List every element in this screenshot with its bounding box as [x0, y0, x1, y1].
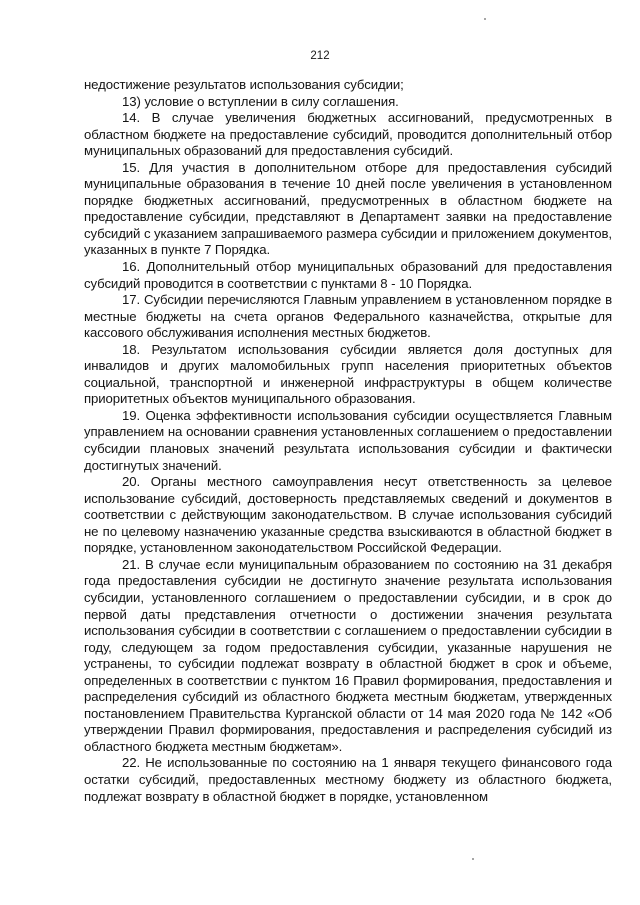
paragraph-item-22: 22. Не использованные по состоянию на 1 января текущего финансового года остатки субсидий, предоставленных местному бюджету из областного бюджета, подлежат возврату в областной бюджет в порядке, установленном [84, 755, 612, 804]
page-number: 212 [310, 50, 330, 62]
paragraph-item-17: 17. Субсидии перечисляются Главным управлением в установленном порядке в местные бюджеты на счета органов Федерального казначейства, открытые для кассового обслуживания исполнения местных бюджетов. [84, 292, 612, 341]
paragraph-item-18: 18. Результатом использования субсидии является доля доступных для инвалидов и других маломобильных групп населения приоритетных объектов социальной, транспортной и инженерной инфраструктуры в общем количестве приоритетных объектов муниципального образования. [84, 341, 612, 407]
paragraph-item-21: 21. В случае если муниципальным образованием по состоянию на 31 декабря года предоставления субсидии не достигнуто значение результата использования субсидии, установленного соглашением о предоставлении субсидии, и в срок до первой даты представления отчетности о достижении значения результата использования субсидии в соответствии с соглашением о предоставлении субсидии в году, следующем за годом предоставления субсидии, указанные нарушения не устранены, то субсидии подлежат возврату в областной бюджет в срок и объеме, определенных в соответствии с пунктом 16 Правил формирования, предоставления и распределения субсидий из областного бюджета местным бюджетам, утвержденных постановлением Правительства Курганской области от 14 мая 2020 года № 142 «Об утверждении Правил формирования, предоставления и распределения субсидий из областного бюджета местным бюджетам». [84, 556, 612, 754]
paragraph-item-16: 16. Дополнительный отбор муниципальных образований для предоставления субсидий проводится в соответствии с пунктами 8 - 10 Порядка. [84, 259, 612, 291]
paragraph-item-19: 19. Оценка эффективности использования субсидии осуществляется Главным управлением на основании сравнения установленных соглашением о предоставлении субсидии плановых значений результата использования субсидии и фактически достигнутых значений. [84, 407, 612, 473]
paragraph-continuation: недостижение результатов использования субсидии; [84, 77, 404, 92]
paragraph-item-20: 20. Органы местного самоуправления несут ответственность за целевое использование субсидий, достоверность представляемых сведений и документов в соответствии с действующим законодательством. В случае использования субсидий не по целевому назначению указанные средства взыскиваются в областной бюджет в порядке, установленном законодательством Российской Федерации. [84, 474, 612, 556]
scan-speck [484, 18, 486, 20]
scan-speck [472, 858, 474, 860]
document-body [84, 77, 612, 805]
paragraph-item-13: 13) условие о вступлении в силу соглашения. [122, 93, 399, 109]
paragraph-item-14: 14. В случае увеличения бюджетных ассигнований, предусмотренных в областном бюджете на предоставление субсидий, проводится дополнительный отбор муниципальных образований для предоставления субсидий. [84, 110, 612, 159]
paragraph-item-15: 15. Для участия в дополнительном отборе для предоставления субсидий муниципальные образования в течение 10 дней после увеличения в установленном порядке бюджетных ассигнований, предусмотренных в областном бюджете на предоставление субсидии, представляют в Департамент заявки на предоставление субсидий с указанием запрашиваемого размера субсидии и приложением документов, указанных в пункте 7 Порядка. [84, 159, 612, 258]
